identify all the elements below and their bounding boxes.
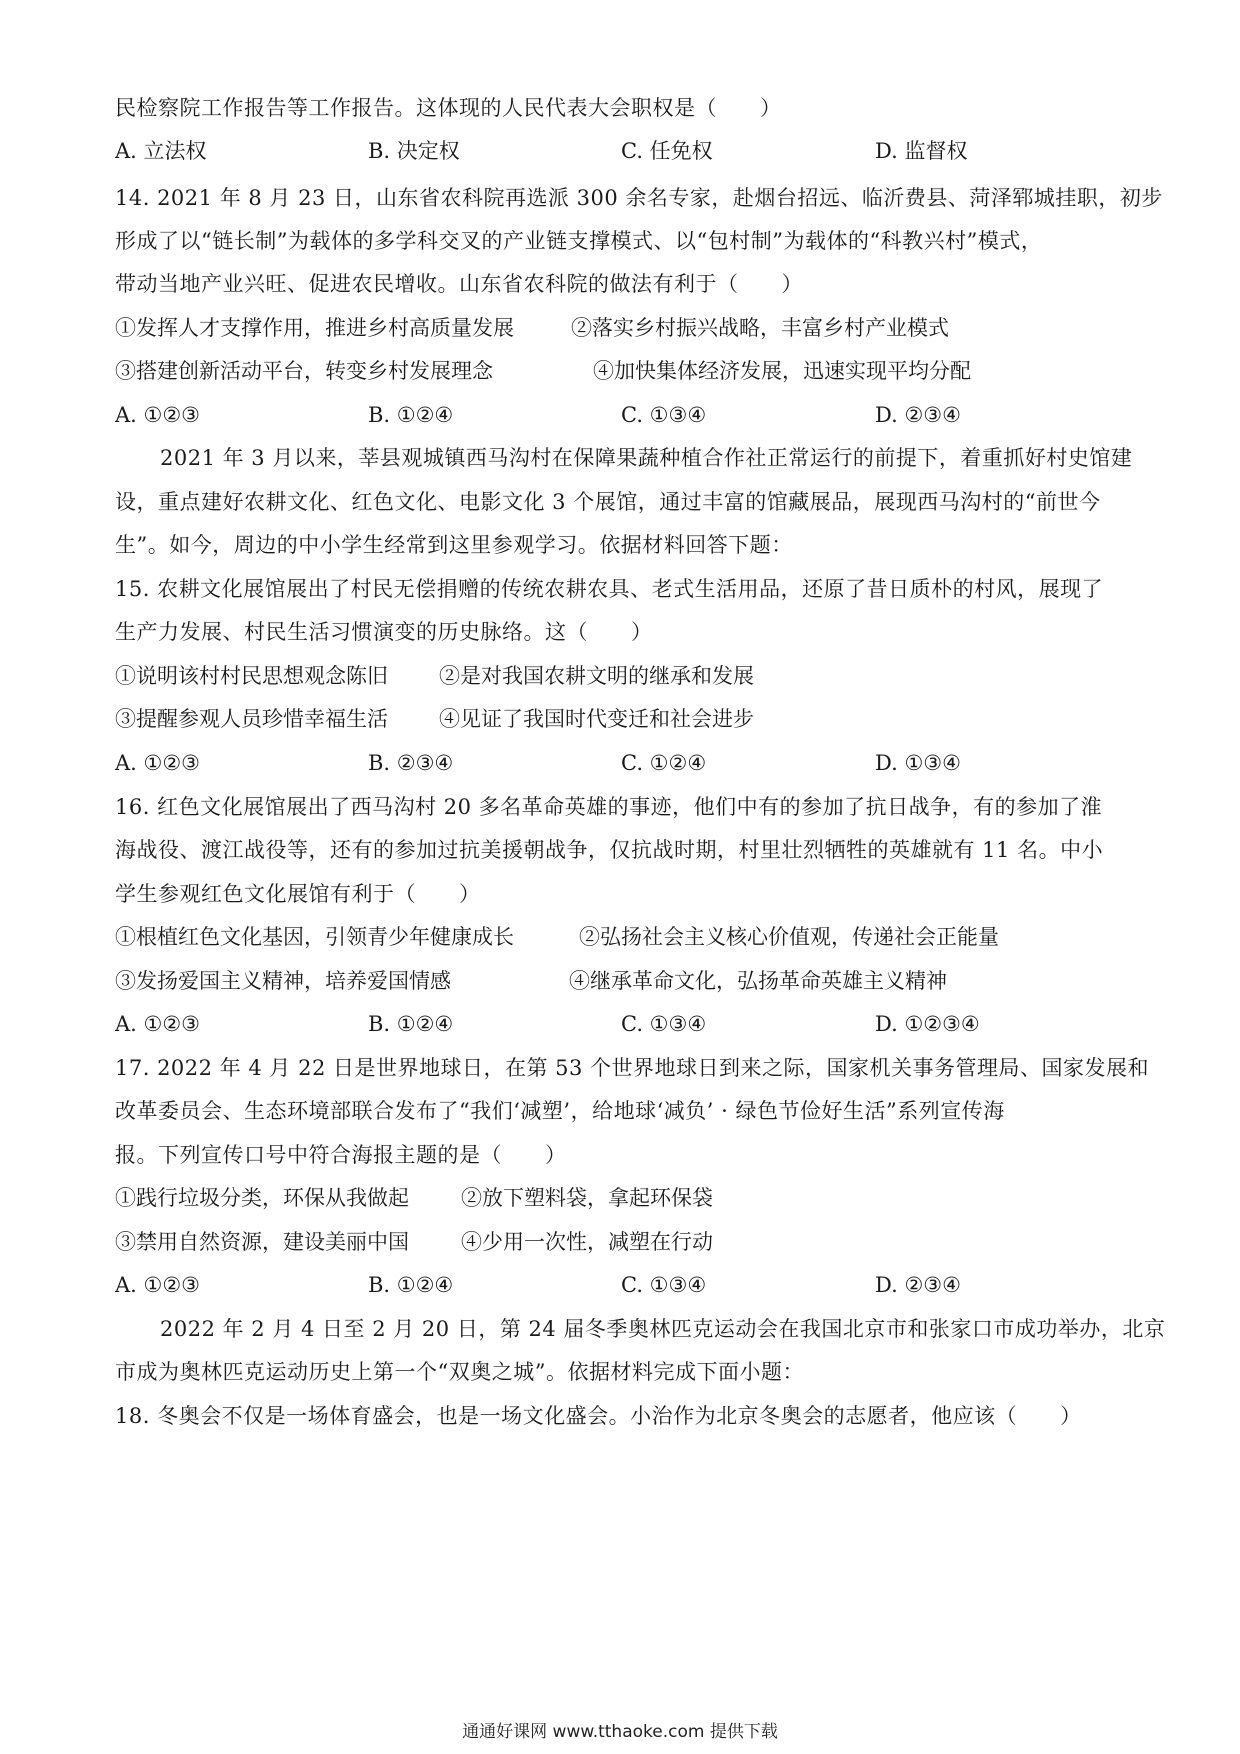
statement-1: ①践行垃圾分类，环保从我做起: [115, 1186, 409, 1210]
question-14-statements: [115, 313, 1125, 343]
question-15-options: [115, 748, 1125, 778]
question-16-statements: [115, 966, 1125, 996]
option-b: B. 决定权: [368, 139, 460, 163]
material-paragraph: 市成为奥林匹克运动历史上第一个“双奥之城”。依据材料完成下面小题：: [115, 1360, 804, 1384]
question-17-line: 17. 2022 年 4 月 22 日是世界地球日，在第 53 个世界地球日到来之际，国家机关事务管理局、国家发展和: [115, 1056, 1150, 1080]
statement-2: ②是对我国农耕文明的继承和发展: [439, 664, 754, 688]
option-c: C. ①③④: [621, 1012, 707, 1036]
statement-1: ①发挥人才支撑作用，推进乡村高质量发展: [115, 316, 514, 340]
option-c: C. 任免权: [621, 139, 713, 163]
statement-3: ③发扬爱国主义精神，培养爱国情感: [115, 969, 451, 993]
option-c: C. ①③④: [621, 403, 707, 427]
option-d: D. ①②③④: [875, 1012, 980, 1036]
question-13-text: 民检察院工作报告等工作报告。这体现的人民代表大会职权是（ ）: [115, 96, 782, 120]
question-15-statements: [115, 704, 1125, 734]
question-14-line: 带动当地产业兴旺、促进农民增收。山东省农科院的做法有利于（ ）: [115, 272, 803, 296]
question-15-line: 生产力发展、村民生活习惯演变的历史脉络。这（ ）: [115, 620, 653, 644]
option-d: D. ②③④: [875, 403, 961, 427]
option-d: D. 监督权: [875, 139, 968, 163]
question-15-statements: [115, 661, 1125, 691]
statement-2: ②放下塑料袋，拿起环保袋: [461, 1186, 713, 1210]
question-13-options: [115, 136, 1125, 166]
option-d: D. ②③④: [875, 1273, 961, 1297]
question-17-line: 改革委员会、生态环境部联合发布了“我们‘减塑’，给地球‘减负’ · 绿色节俭好生活”系列宣传海: [115, 1099, 1005, 1123]
statement-3: ③提醒参观人员珍惜幸福生活: [115, 707, 388, 731]
statement-4: ④少用一次性，减塑在行动: [461, 1230, 713, 1254]
question-16-line: 16. 红色文化展馆展出了西马沟村 20 多名革命英雄的事迹，他们中有的参加了抗日战争，有的参加了淮: [115, 795, 1103, 819]
option-a: A. ①②③: [115, 751, 200, 775]
question-16-line: 海战役、渡江战役等，还有的参加过抗美援朝战争，仅抗战时期，村里壮烈牺牲的英雄就有 11 名。中小: [115, 838, 1104, 862]
option-b: B. ①②④: [368, 1012, 454, 1036]
question-17-line: 报。下列宣传口号中符合海报主题的是（ ）: [115, 1143, 567, 1167]
material-paragraph: 设，重点建好农耕文化、红色文化、电影文化 3 个展馆，通过丰富的馆藏展品，展现西马沟村的“前世今: [115, 490, 1101, 514]
option-a: A. ①②③: [115, 1273, 200, 1297]
question-14-options: [115, 400, 1125, 430]
option-a: A. ①②③: [115, 403, 200, 427]
statement-3: ③禁用自然资源，建设美丽中国: [115, 1230, 409, 1254]
option-c: C. ①②④: [621, 751, 707, 775]
question-17-statements: [115, 1183, 1125, 1213]
statement-1: ①根植红色文化基因，引领青少年健康成长: [115, 925, 514, 949]
statement-3: ③搭建创新活动平台，转变乡村发展理念: [115, 359, 493, 383]
option-a: A. 立法权: [115, 139, 207, 163]
option-a: A. ①②③: [115, 1012, 200, 1036]
material-paragraph: 2022 年 2 月 4 日至 2 月 20 日，第 24 届冬季奥林匹克运动会在我国北京市和张家口市成功举办，北京: [160, 1317, 1166, 1341]
statement-4: ④继承革命文化，弘扬革命英雄主义精神: [569, 969, 947, 993]
option-b: B. ①②④: [368, 1273, 454, 1297]
question-14-statements: [115, 356, 1125, 386]
footer-watermark: 通通好课网 www.tthaoke.com 提供下载: [462, 1722, 778, 1742]
option-b: B. ②③④: [368, 751, 454, 775]
statement-2: ②落实乡村振兴战略，丰富乡村产业模式: [571, 316, 949, 340]
material-paragraph: 2021 年 3 月以来，莘县观城镇西马沟村在保障果蔬种植合作社正常运行的前提下，着重抓好村史馆建: [160, 446, 1133, 470]
statement-4: ④加快集体经济发展，迅速实现平均分配: [593, 359, 971, 383]
option-b: B. ①②④: [368, 403, 454, 427]
question-14-line: 14. 2021 年 8 月 23 日，山东省农科院再选派 300 余名专家，赴烟台招远、临沂费县、菏泽郓城挂职，初步: [115, 186, 1163, 210]
statement-2: ②弘扬社会主义核心价值观，传递社会正能量: [579, 925, 999, 949]
question-18-line: 18. 冬奥会不仅是一场体育盛会，也是一场文化盛会。小治作为北京冬奥会的志愿者，他应该（ ）: [115, 1404, 1082, 1428]
statement-4: ④见证了我国时代变迁和社会进步: [439, 707, 754, 731]
question-16-options: [115, 1009, 1125, 1039]
question-15-line: 15. 农耕文化展馆展出了村民无偿捐赠的传统农耕农具、老式生活用品，还原了昔日质朴的村风，展现了: [115, 577, 1104, 601]
question-17-options: [115, 1270, 1125, 1300]
question-16-statements: [115, 922, 1125, 952]
question-14-line: 形成了以“链长制”为载体的多学科交叉的产业链支撑模式、以“包村制”为载体的“科教兴村”模式，: [115, 229, 1043, 253]
question-17-statements: [115, 1227, 1125, 1257]
statement-1: ①说明该村村民思想观念陈旧: [115, 664, 388, 688]
option-c: C. ①③④: [621, 1273, 707, 1297]
material-paragraph: 生”。如今，周边的中小学生经常到这里参观学习。依据材料回答下题：: [115, 533, 793, 557]
option-d: D. ①③④: [875, 751, 961, 775]
question-16-line: 学生参观红色文化展馆有利于（ ）: [115, 882, 481, 906]
